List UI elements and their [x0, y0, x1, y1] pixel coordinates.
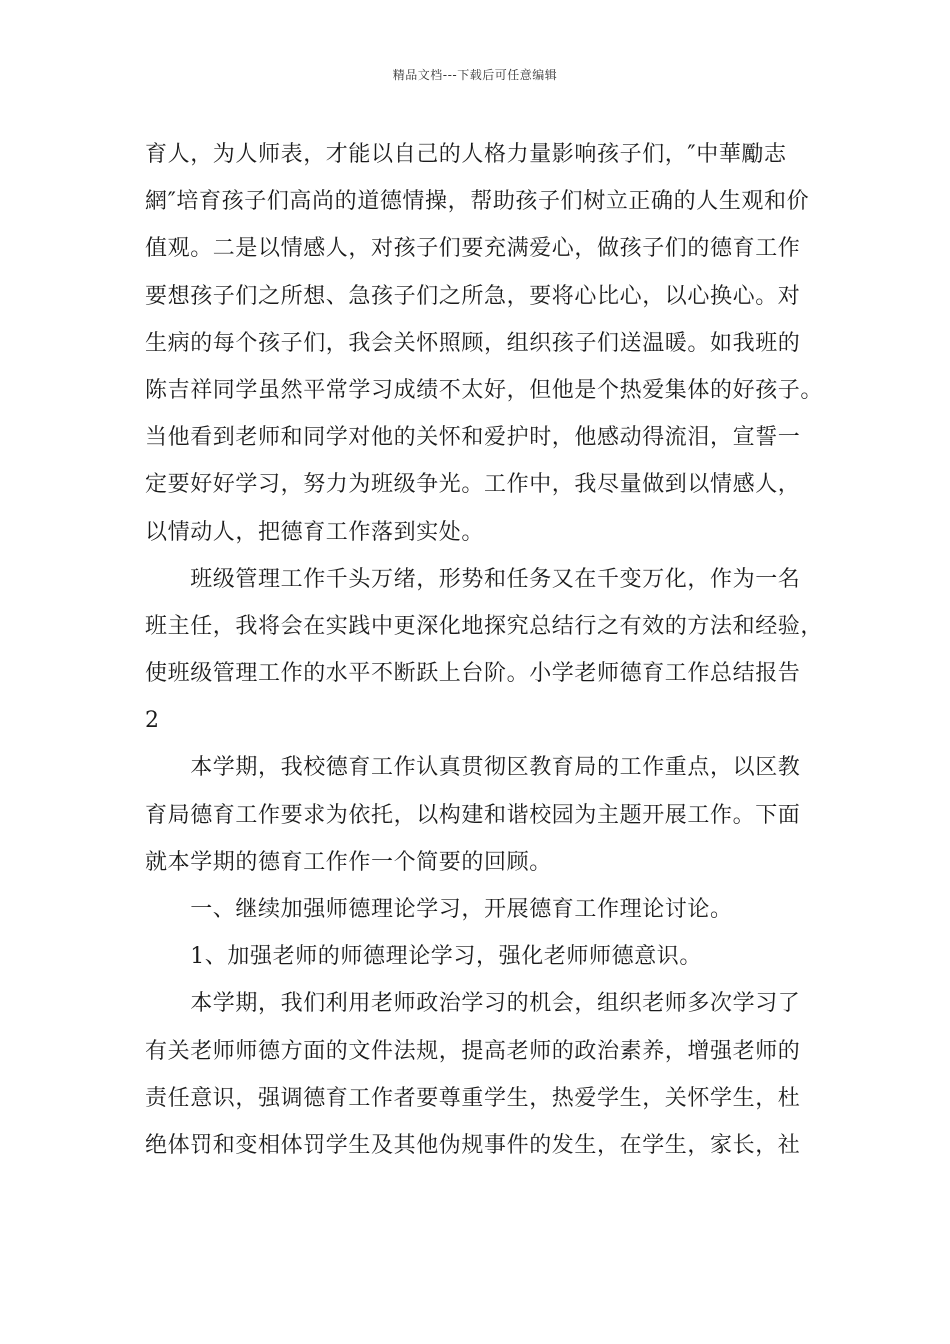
text-line: 值观。二是以情感人，对孩子们要充满爱心，做孩子们的德育工作 — [145, 236, 801, 262]
text-line: 1、加强老师的师德理论学习，强化老师师德意识。 — [145, 944, 702, 970]
text-line: 生病的每个孩子们，我会关怀照顾，组织孩子们送温暖。如我班的 — [145, 330, 801, 356]
page-header: 精品文档---下载后可任意编辑 — [392, 68, 558, 82]
text-line: 本学期，我校德育工作认真贯彻区教育局的工作重点，以区教 — [145, 755, 801, 781]
text-line: 责任意识，强调德育工作者要尊重学生，热爱学生，关怀学生，杜 — [145, 1085, 801, 1111]
text-line: 绝体罚和变相体罚学生及其他伪规事件的发生，在学生，家长，社 — [145, 1132, 801, 1158]
text-line: 有关老师师德方面的文件法规，提高老师的政治素养，增强老师的 — [145, 1038, 801, 1064]
text-line: 使班级管理工作的水平不断跃上台阶。小学老师德育工作总结报告 — [145, 661, 801, 687]
text-line: 班级管理工作千头万绪，形势和任务又在千变万化，作为一名 — [145, 566, 801, 592]
text-line: 本学期，我们利用老师政治学习的机会，组织老师多次学习了 — [145, 991, 801, 1017]
text-line: 以情动人，把德育工作落到实处。 — [145, 519, 485, 545]
text-line: 陈吉祥同学虽然平常学习成绩不太好，但他是个热爱集体的好孩子。 — [145, 377, 824, 403]
text-line: 育人，为人师表，才能以自己的人格力量影响孩子们，″中華勵志 — [145, 142, 787, 167]
text-line: 網″培育孩子们高尚的道德情操，帮助孩子们树立正确的人生观和价 — [145, 189, 810, 215]
text-line: 当他看到老师和同学对他的关怀和爱护时，他感动得流泪，宣誓一 — [145, 425, 801, 451]
text-line: 育局德育工作要求为依托，以构建和谐校园为主题开展工作。下面 — [145, 802, 801, 828]
text-line: 就本学期的德育工作作一个简要的回顾。 — [145, 849, 552, 875]
text-line: 要想孩子们之所想、急孩子们之所急，要将心比心，以心换心。对 — [145, 283, 801, 309]
text-line: 一、继续加强师德理论学习，开展德育工作理论讨论。 — [145, 897, 733, 922]
text-line: 2 — [145, 708, 160, 734]
text-line: 定要好好学习，努力为班级争光。工作中，我尽量做到以情感人， — [145, 472, 801, 498]
text-line: 班主任，我将会在实践中更深化地探究总结行之有效的方法和经验， — [145, 613, 824, 639]
document-body — [145, 131, 824, 1169]
